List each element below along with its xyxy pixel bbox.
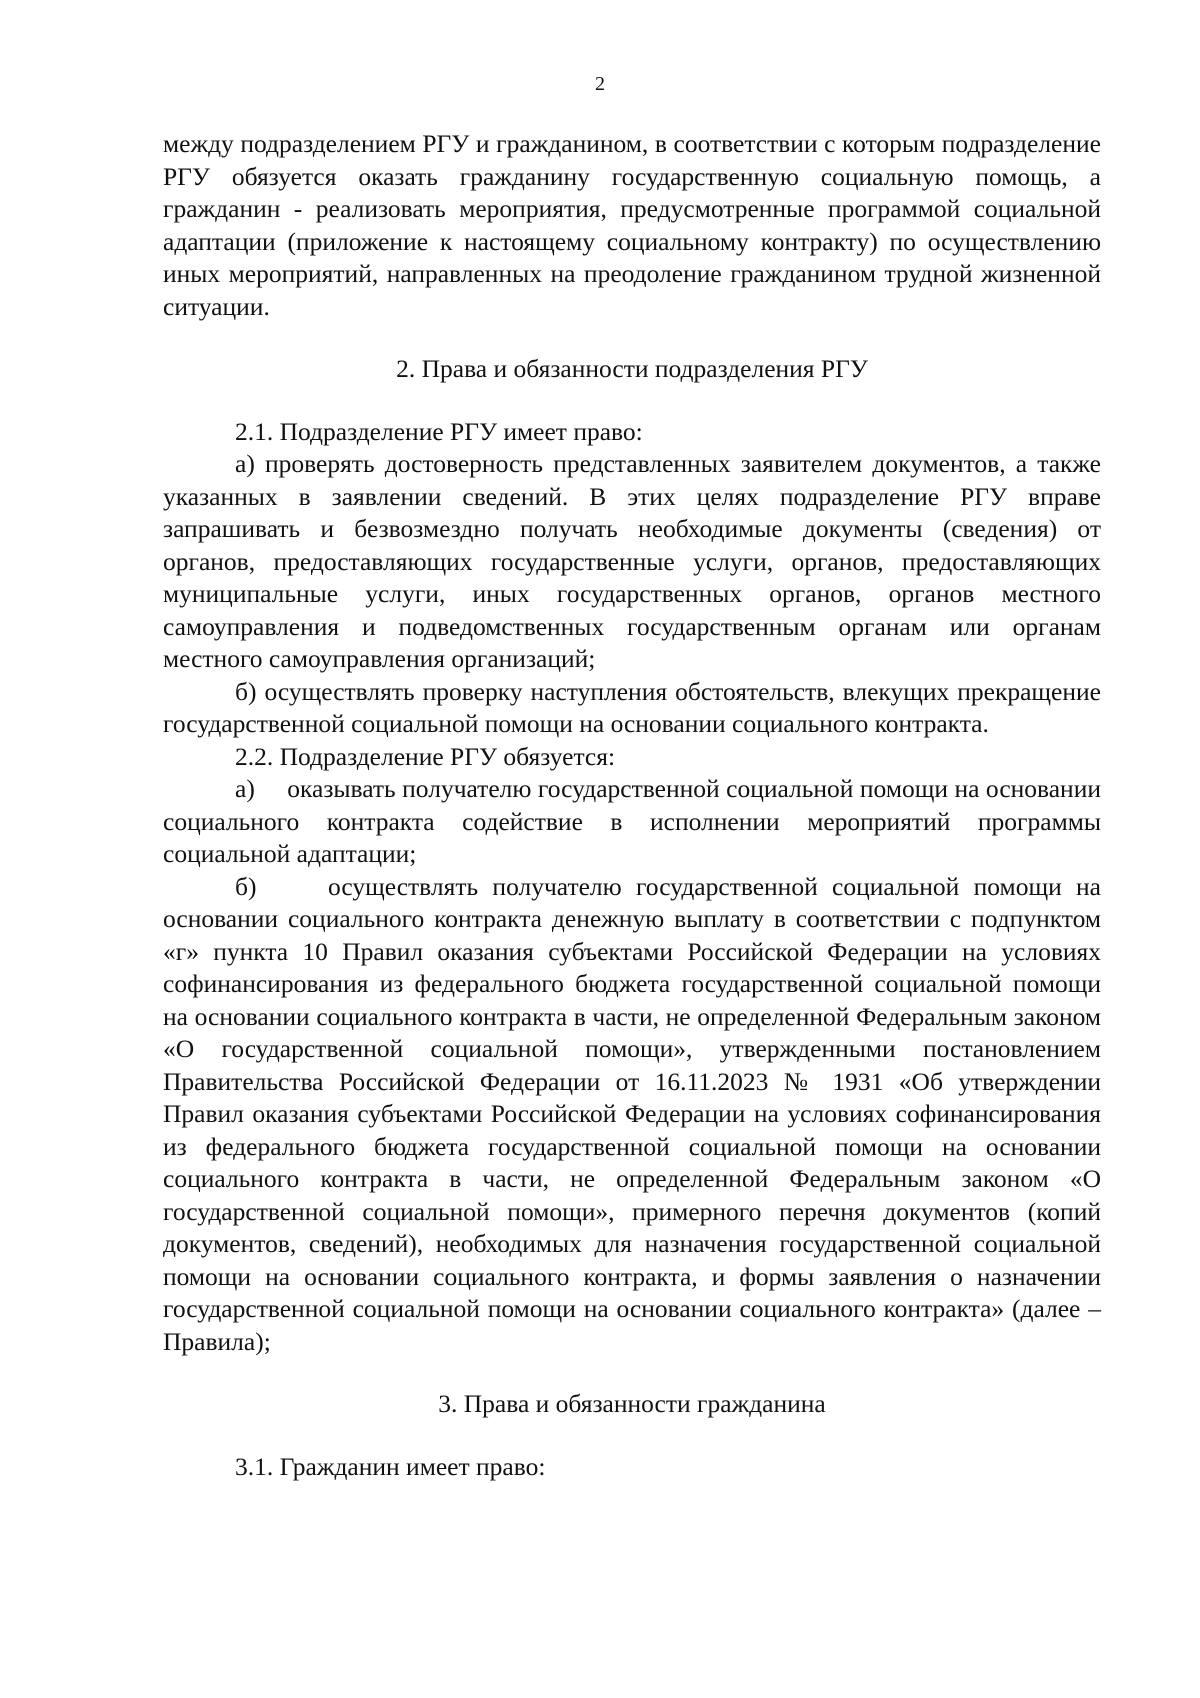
section-3-heading: 3. Права и обязанности гражданина (438, 1389, 826, 1418)
clause-2-1: 2.1. Подразделение РГУ имеет право: (235, 416, 643, 446)
document-body (163, 128, 1101, 1483)
section-2-heading: 2. Права и обязанности подразделения РГУ (396, 354, 868, 383)
clause-2-2-b: б) осуществлять получателю государственной социальной помощи на основании социального контракта денежную выплату в соответствии с подпунктом «г» пункта 10 Правил оказания субъектами Российской Федерации на условиях софинансирования из федерального бюджета государственной социальной помощи на основании социального контракта в части, не определенной Федеральным законом «О государственной социальной помощи», утвержденными постановлением Правительства Российской Федерации от 16.11.2023 № 1931 «Об утверждении Правил оказания субъектами Российской Федерации на условиях софинансирования из федерального бюджета государственной социальной помощи на основании социального контракта в части, не определенной Федеральным законом «О государственной социальной помощи», примерного перечня документов (копий документов, сведений), необходимых для назначения государственной социальной помощи на основании социального контракта, и формы заявления о назначении государственной социальной помощи на основании социального контракта» (далее – Правила); (163, 871, 1101, 1356)
clause-2-2-a: а) оказывать получателю государственной социальной помощи на основании социального контракта содействие в исполнении мероприятий программы социальной адаптации; (163, 774, 1101, 868)
clause-2-1-b: б) осуществлять проверку наступления обстоятельств, влекущих прекращение государственной социальной помощи на основании социального контракта. (163, 676, 1101, 738)
clause-2-1-a: а) проверять достоверность представленных заявителем документов, а также указанных в заявлении сведений. В этих целях подразделение РГУ вправе запрашивать и безвозмездно получать необходимые документы (сведения) от органов, предоставляющих государственные услуги, органов, предоставляющих муниципальные услуги, иных государственных органов, органов местного самоуправления и подведомственных государственным органам или органам местного самоуправления организаций; (163, 449, 1101, 673)
clause-2-2: 2.2. Подразделение РГУ обязуется: (235, 741, 616, 771)
clause-3-1: 3.1. Гражданин имеет право: (235, 1451, 546, 1481)
intro-paragraph: между подразделением РГУ и гражданином, в соответствии с которым подразделение РГУ обязуется оказать гражданину государственную социальную помощь, а гражданин - реализовать мероприятия, предусмотренные программой социальной адаптации (приложение к настоящему социальному контракту) по осуществлению иных мероприятий, направленных на преодоление гражданином трудной жизненной ситуации. (163, 129, 1101, 321)
page-number: 2 (595, 73, 605, 95)
